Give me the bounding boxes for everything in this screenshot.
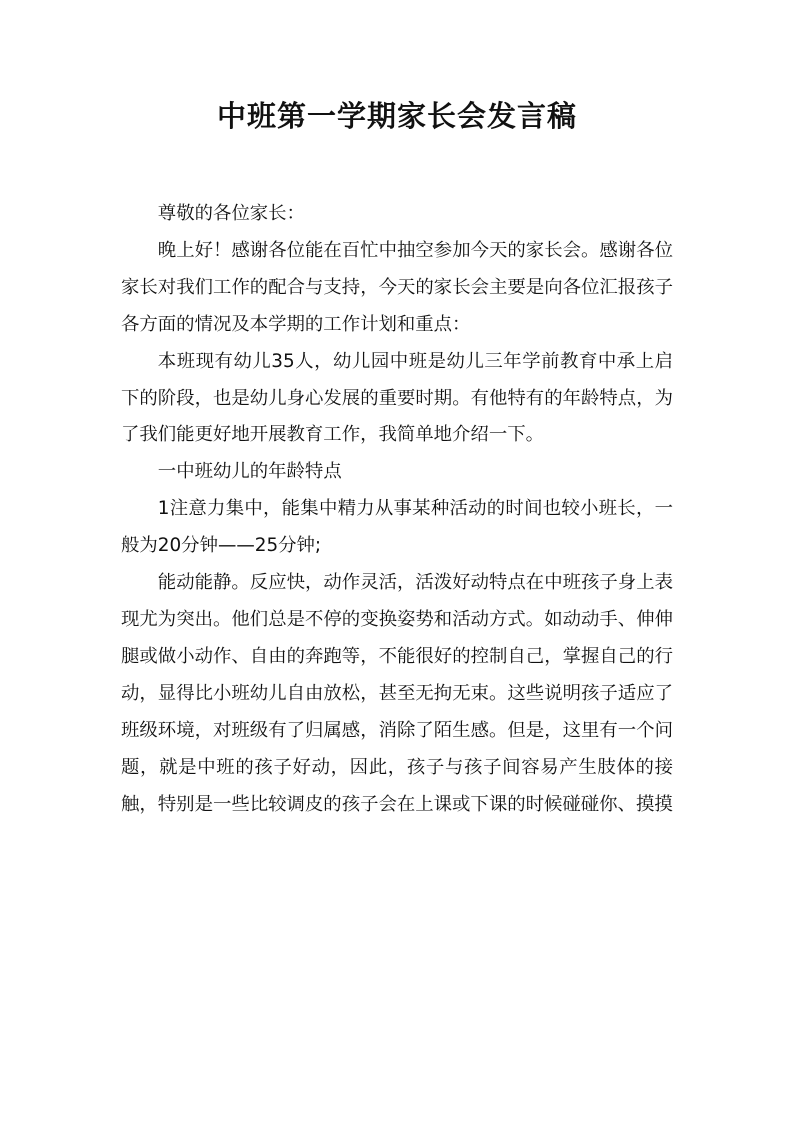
paragraph-attention: 1注意力集中，能集中精力从事某种活动的时间也较小班长，一般为20分钟——25分钟; (121, 498, 673, 557)
section-heading-age-features: 一中班幼儿的年龄特点 (157, 461, 342, 483)
paragraph-opening: 晚上好！感谢各位能在百忙中抽空参加今天的家长会。感谢各位家长对我们工作的配合与支持，今天的家长会主要是向各位汇报孩子各方面的情况及本学期的工作计划和重点： (121, 239, 673, 335)
paragraph-class-intro: 本班现有幼儿35人，幼儿园中班是幼儿三年学前教育中承上启下的阶段，也是幼儿身心发展的重要时期。有他特有的年龄特点，为了我们能更好地开展教育工作，我简单地介绍一下。 (121, 350, 673, 446)
paragraph-greeting: 尊敬的各位家长： (157, 203, 305, 224)
document-body (121, 196, 673, 823)
paragraph-active: 能动能静。反应快，动作灵活，活泼好动特点在中班孩子身上表现尤为突出。他们总是不停的变换姿势和活动方式。如动动手、伸伸腿或做小动作、自由的奔跑等，不能很好的控制自己，掌握自己的行动，显得比小班幼儿自由放松，甚至无拘无束。这些说明孩子适应了班级环境，对班级有了归属感，消除了陌生感。但是，这里有一个问题，就是中班的孩子好动，因此，孩子与孩子间容易产生肢体的接触，特别是一些比较调皮的孩子会在上课或下课的时候碰碰你、摸摸 (121, 572, 673, 815)
document-title: 中班第一学期家长会发言稿 (216, 99, 577, 133)
